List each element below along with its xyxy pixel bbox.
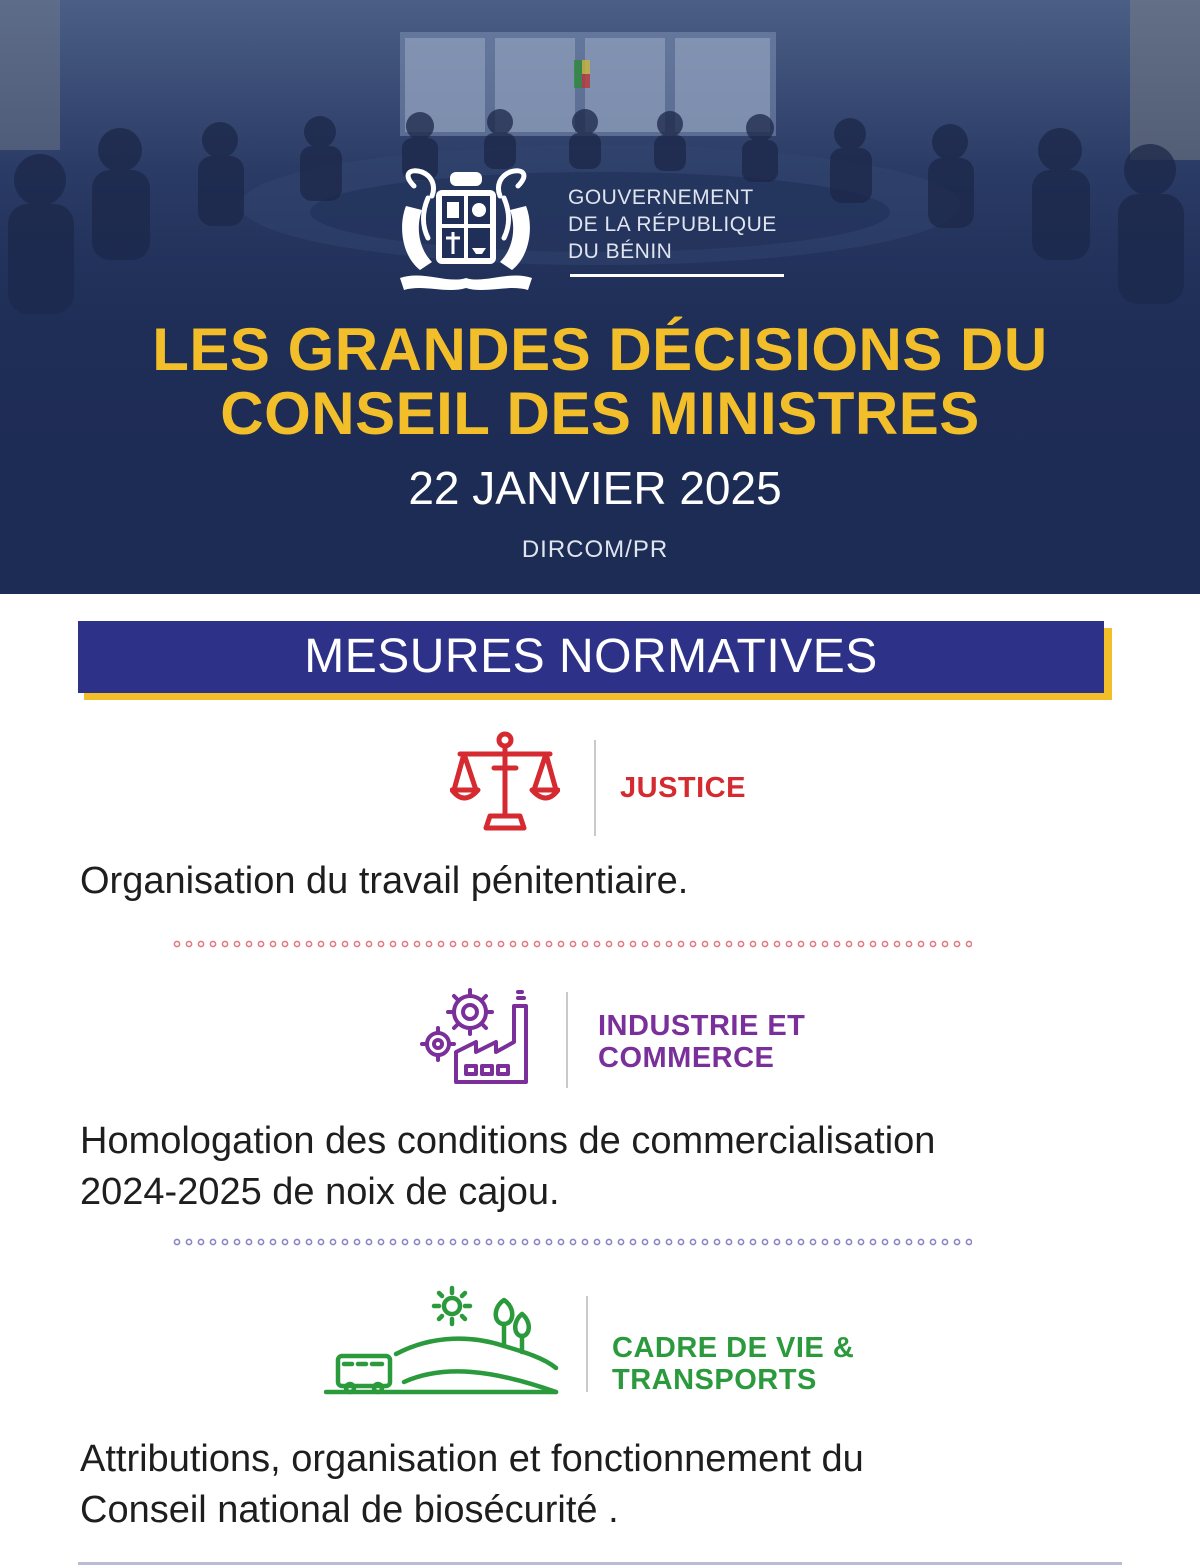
description-line: Conseil national de biosécurité . — [80, 1489, 619, 1531]
bottom-rule — [78, 1562, 1122, 1565]
scales-of-justice-icon — [450, 728, 560, 836]
description-line: Attributions, organisation et fonctionnement du — [80, 1438, 864, 1480]
measure-description-cadre-de-vie — [80, 1434, 1160, 1536]
category-justice — [620, 772, 746, 804]
title-line-2: CONSEIL DES MINISTRES — [220, 380, 980, 447]
category-line: JUSTICE — [620, 772, 746, 804]
description-line: 2024-2025 de noix de cajou. — [80, 1171, 560, 1213]
benin-coat-of-arms-icon — [392, 166, 540, 298]
source-credit: DIRCOM/PR — [521, 536, 669, 563]
description-line: Organisation du travail pénitentiaire. — [80, 860, 689, 902]
category-line: CADRE DE VIE & — [612, 1332, 855, 1364]
description-line: Homologation des conditions de commercialisation — [80, 1120, 936, 1162]
dotted-separator-2 — [172, 1236, 972, 1248]
category-cadre-de-vie-transports — [612, 1332, 854, 1396]
page-title — [0, 318, 1200, 446]
measure-description-industrie — [80, 1116, 1160, 1218]
environment-divider — [586, 1296, 588, 1392]
category-line: TRANSPORTS — [612, 1364, 817, 1396]
government-name — [568, 184, 777, 265]
dotted-separator-1 — [172, 938, 972, 950]
gov-line-3: DU BÉNIN — [568, 240, 673, 263]
landscape-bus-icon — [324, 1284, 560, 1396]
section-banner: MESURES NORMATIVES — [78, 621, 1104, 693]
hero-header — [0, 0, 1200, 594]
category-line: INDUSTRIE ET — [598, 1010, 806, 1042]
category-industrie-commerce — [598, 1010, 805, 1074]
factory-gears-icon — [418, 982, 538, 1086]
industry-divider — [566, 992, 568, 1088]
category-line: COMMERCE — [598, 1042, 775, 1074]
council-date: 22 JANVIER 2025 — [408, 462, 782, 514]
measure-description-justice — [80, 856, 1160, 907]
gov-line-2: DE LA RÉPUBLIQUE — [568, 213, 777, 236]
justice-divider — [594, 740, 596, 836]
gov-line-1: GOUVERNEMENT — [568, 186, 754, 209]
title-line-1: LES GRANDES DÉCISIONS DU — [152, 316, 1048, 383]
government-underline — [570, 274, 784, 277]
